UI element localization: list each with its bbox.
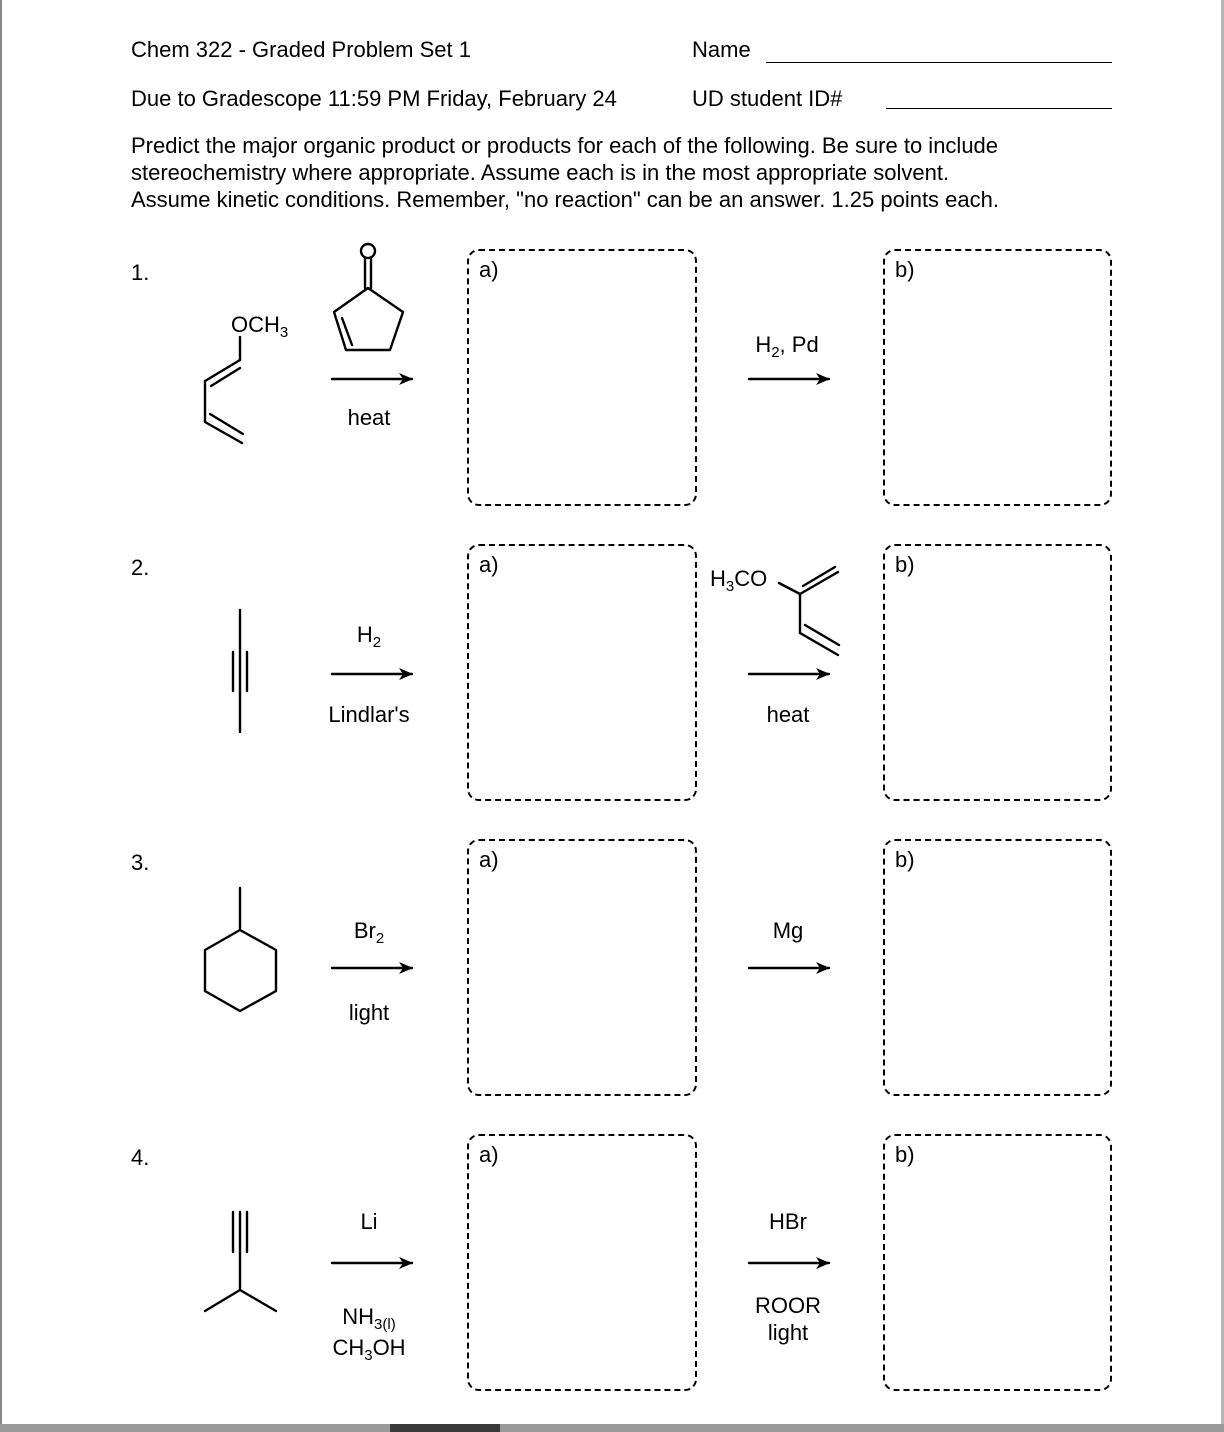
- due-date-line: Due to Gradescope 11:59 PM Friday, February 24: [131, 86, 617, 111]
- name-label: Name: [692, 37, 751, 62]
- methylcyclohexane-structure: [205, 888, 276, 1011]
- problem-number-3: 3.: [131, 850, 150, 875]
- box-label-b: b): [895, 552, 915, 577]
- reagent-1a-below: heat: [347, 405, 391, 430]
- reagent-4a-below-2: $CH_3OH$: [332, 1335, 406, 1364]
- box-label-b: b): [895, 1142, 915, 1167]
- terminal-alkyne-structure: [205, 1212, 276, 1311]
- methoxy-label: $OCH_3$: [231, 312, 289, 341]
- reagent-4a-above: Li: [360, 1209, 378, 1234]
- reagent-1b-above: $H_2$, Pd: [755, 332, 819, 361]
- reagent-3a-above: $Br_2$: [353, 918, 385, 947]
- box-label-a: a): [479, 257, 499, 282]
- methoxy-diene-structure: [205, 337, 243, 443]
- viewer-bottom-edge: [0, 1424, 1224, 1432]
- reagent-2a-above: $H_2$: [356, 622, 382, 651]
- box-label-b: b): [895, 847, 915, 872]
- alkyne-structure: [233, 610, 247, 732]
- box-label-a: a): [479, 552, 499, 577]
- reagent-2b-methoxy-label: $H_3CO$: [710, 566, 768, 595]
- problem-number-4: 4.: [131, 1145, 150, 1170]
- box-label-b: b): [895, 257, 915, 282]
- reagent-2a-below: Lindlar's: [328, 702, 410, 727]
- student-id-label: UD student ID#: [692, 86, 843, 111]
- instructions-line: Predict the major organic product or products for each of the following. Be sure to include: [131, 133, 999, 158]
- box-label-a: a): [479, 1142, 499, 1167]
- course-title: Chem 322 - Graded Problem Set 1: [131, 37, 471, 62]
- reagent-4b-below-1: ROOR: [755, 1293, 821, 1318]
- reagent-3b-above: Mg: [772, 918, 804, 943]
- box-label-a: a): [479, 847, 499, 872]
- problem-number-1: 1.: [131, 260, 150, 285]
- instructions-line: stereochemistry where appropriate. Assume each is in the most appropriate solvent.: [131, 160, 950, 185]
- reagent-4b-below-2: light: [767, 1320, 809, 1345]
- problem-number-2: 2.: [131, 555, 150, 580]
- reagent-4a-below-1: $NH_{3(l)}$: [342, 1304, 396, 1333]
- reagent-2b-below: heat: [766, 702, 810, 727]
- instructions-line: Assume kinetic conditions. Remember, "no reaction" can be an answer. 1.25 points each.: [131, 187, 999, 212]
- reagent-3a-below: light: [348, 1000, 390, 1025]
- cyclopentenone-structure: [334, 244, 403, 350]
- methoxy-diene-reagent-structure: [779, 567, 839, 655]
- reagent-4b-above: HBr: [769, 1209, 807, 1234]
